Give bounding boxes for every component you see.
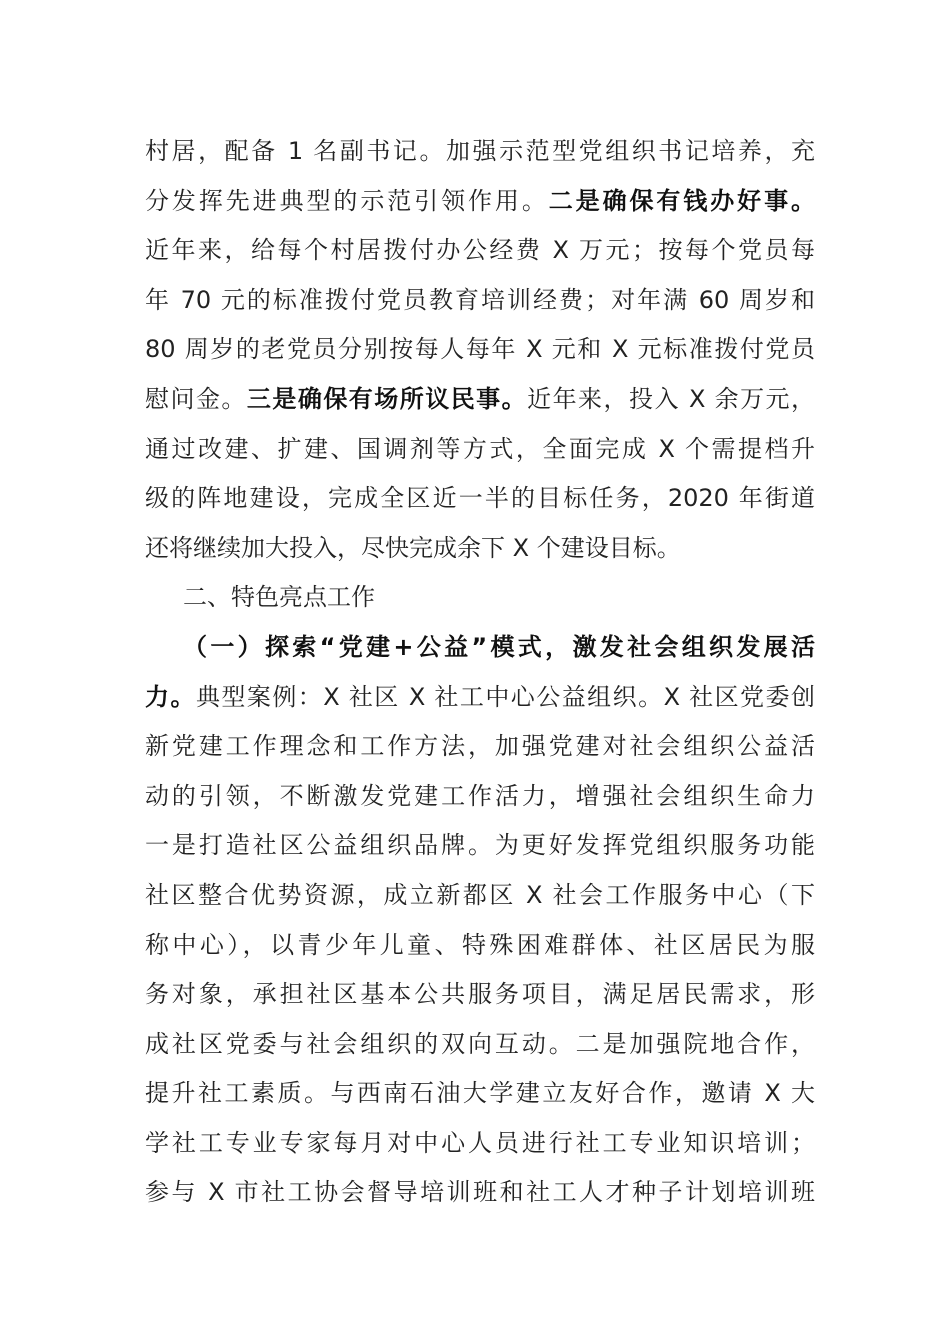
bold-text: （一）探索“党建+公益”模式，激发社会组织发展活 [183, 632, 815, 661]
paragraph-line [145, 1069, 815, 1119]
body-text: 学社工专业专家每月对中心人员进行社工专业知识培训； [145, 1128, 815, 1157]
paragraph-line [145, 1168, 815, 1218]
paragraph-line [145, 1119, 815, 1169]
paragraph-line [145, 375, 815, 425]
body-text: 一是打造社区公益组织品牌。为更好发挥党组织服务功能 [145, 831, 815, 860]
paragraph-line [145, 921, 815, 971]
body-text: 近年来，给每个村居拨付办公经费 X 万元；按每个党员每 [145, 236, 815, 265]
body-text: 典型案例：X 社区 X 社工中心公益组织。X 社区党委创 [195, 682, 815, 711]
paragraph-line [145, 127, 815, 177]
paragraph-line [145, 722, 815, 772]
body-text: 提升社工素质。与西南石油大学建立友好合作，邀请 X 大 [145, 1079, 815, 1108]
bold-text: 力。 [145, 682, 196, 711]
bold-text: 三是确保有场所议民事。 [246, 384, 528, 413]
paragraph-line [145, 276, 815, 326]
paragraph-line [145, 474, 815, 524]
body-text: 通过改建、扩建、国调剂等方式，全面完成 X 个需提档升 [145, 434, 815, 463]
paragraph-line [145, 226, 815, 276]
body-text: 社区整合优势资源，成立新都区 X 社会工作服务中心（下 [145, 880, 815, 909]
paragraph-line [145, 871, 815, 921]
paragraph-line [145, 524, 815, 574]
body-text: 动的引领，不断激发党建工作活力，增强社会组织生命力 [145, 781, 815, 810]
body-text: 二、特色亮点工作 [183, 583, 375, 612]
body-text: 村居，配备 1 名副书记。加强示范型党组织书记培养，充 [145, 137, 815, 165]
section-heading [145, 573, 815, 623]
body-text: 成社区党委与社会组织的双向互动。二是加强院地合作， [145, 1029, 815, 1058]
paragraph-line [145, 821, 815, 871]
paragraph-line [145, 1020, 815, 1070]
subsection-heading-line [145, 623, 815, 673]
body-text: 年 70 元的标准拨付党员教育培训经费；对年满 60 周岁和 [145, 285, 815, 314]
body-text: 还将继续加大投入，尽快完成余下 X 个建设目标。 [145, 533, 681, 562]
paragraph-line [145, 772, 815, 822]
paragraph-line [145, 325, 815, 375]
body-text: 近年来，投入 X 余万元， [527, 384, 816, 413]
document-body [145, 127, 815, 1218]
paragraph-line [145, 177, 815, 227]
body-text: 参与 X 市社工协会督导培训班和社工人才种子计划培训班 [145, 1178, 815, 1207]
body-text: 80 周岁的老党员分别按每人每年 X 元和 X 元标准拨付党员 [145, 335, 815, 364]
body-text: 务对象，承担社区基本公共服务项目，满足居民需求，形 [145, 980, 815, 1009]
paragraph-line [145, 425, 815, 475]
body-text: 称中心），以青少年儿童、特殊困难群体、社区居民为服 [145, 930, 815, 959]
body-text: 分发挥先进典型的示范引领作用。 [145, 186, 549, 215]
body-text: 新党建工作理念和工作方法，加强党建对社会组织公益活 [145, 732, 815, 761]
paragraph-line [145, 970, 815, 1020]
paragraph-line [145, 673, 815, 723]
body-text: 慰问金。 [145, 384, 247, 413]
bold-text: 二是确保有钱办好事。 [548, 186, 815, 215]
body-text: 级的阵地建设，完成全区近一半的目标任务，2020 年街道 [145, 484, 815, 513]
